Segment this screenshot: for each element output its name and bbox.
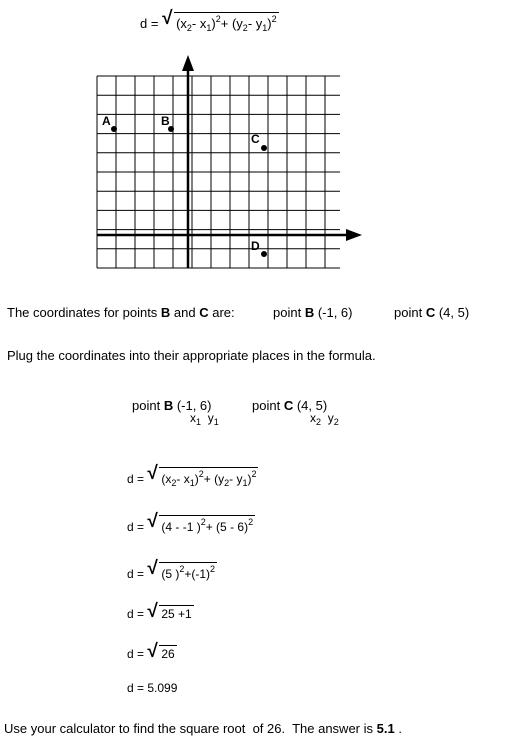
f-part: ) xyxy=(267,16,272,31)
step-5-radicand: 26 xyxy=(161,647,175,661)
f-sup: 2 xyxy=(271,14,277,24)
answer-sentence xyxy=(4,721,402,736)
step-3-formula xyxy=(127,558,217,581)
step-lhs: d = xyxy=(127,520,145,534)
text-bold: B xyxy=(304,305,315,320)
point-c-label: C xyxy=(251,132,260,146)
coordinates-point-c xyxy=(394,305,469,320)
point-d xyxy=(251,239,267,257)
f-part: - y xyxy=(247,16,263,31)
radical-icon: √ xyxy=(162,8,173,29)
f-part: ) xyxy=(247,472,252,486)
text: (4, 5) xyxy=(293,398,328,413)
step-lhs: d = xyxy=(127,567,145,581)
f-part: (x xyxy=(176,16,187,31)
point-a-label: A xyxy=(102,114,111,128)
step-2-radical xyxy=(147,511,255,534)
text: The coordinates for points xyxy=(7,305,161,320)
text: . xyxy=(394,721,402,736)
f-sub: 2 xyxy=(171,478,177,488)
step-1-radicand xyxy=(159,467,258,488)
text: y xyxy=(207,411,214,425)
f-part: - x xyxy=(176,472,190,486)
text-sup: 2 xyxy=(200,517,206,527)
step-3-radicand xyxy=(159,562,217,581)
text-sub: 2 xyxy=(333,417,339,427)
f-sup: 2 xyxy=(198,469,204,479)
radical-icon: √ xyxy=(147,558,158,579)
f-part: ) xyxy=(194,472,199,486)
f-sub: 1 xyxy=(189,478,195,488)
point-b-label: B xyxy=(161,114,170,128)
text-bold: C xyxy=(425,305,436,320)
point-d-label: D xyxy=(251,239,260,253)
step-lhs: d = xyxy=(127,607,145,621)
f-sup: 2 xyxy=(251,469,257,479)
step-1-formula xyxy=(127,463,258,488)
text-bold: B xyxy=(160,305,171,320)
text: point xyxy=(252,398,284,413)
text: point xyxy=(273,305,305,320)
f-sub: 2 xyxy=(186,23,192,33)
text-bold: C xyxy=(283,398,294,413)
formula-radical xyxy=(162,8,279,33)
answer-value: 5.1 xyxy=(376,721,395,736)
radical-icon: √ xyxy=(147,511,158,532)
text: point xyxy=(132,398,164,413)
point-b-variable-labels xyxy=(190,411,219,427)
f-sub: 1 xyxy=(262,23,268,33)
step-4-formula xyxy=(127,601,194,622)
point-a xyxy=(102,114,117,132)
text: x xyxy=(310,411,316,425)
text: y xyxy=(327,411,334,425)
step-4-radical xyxy=(147,601,193,622)
step-2-formula xyxy=(127,511,255,534)
step-1-radical xyxy=(147,463,258,488)
text: (-1, 6) xyxy=(314,305,353,320)
text-bold: B xyxy=(163,398,174,413)
text: + (5 - 6) xyxy=(205,520,249,534)
text: point xyxy=(394,305,426,320)
f-part: + (y xyxy=(220,16,243,31)
x-axis-arrow-icon xyxy=(346,229,362,241)
plug-sentence: Plug the coordinates into their appropriate places in the formula. xyxy=(7,348,376,363)
f-part: - x xyxy=(191,16,207,31)
f-sub: 1 xyxy=(242,478,248,488)
text: are: xyxy=(208,305,235,320)
text: (-1, 6) xyxy=(173,398,212,413)
f-part: + (y xyxy=(203,472,225,486)
step-6-result: d = 5.099 xyxy=(127,681,178,695)
text: (4 - -1 ) xyxy=(161,520,201,534)
point-b xyxy=(161,114,174,132)
text-bold: C xyxy=(199,305,209,320)
formula-radicand xyxy=(174,12,279,33)
text-sup: 2 xyxy=(179,564,185,574)
f-sub: 2 xyxy=(224,478,230,488)
radical-icon: √ xyxy=(147,641,158,662)
f-sub: 1 xyxy=(206,23,212,33)
y-axis-arrow-icon xyxy=(182,55,194,71)
f-sup: 2 xyxy=(215,14,221,24)
text: Use your calculator to find the square root of 26. The answer is xyxy=(4,721,377,736)
coordinates-point-b xyxy=(273,305,353,320)
text-sub: 2 xyxy=(316,417,322,427)
coordinate-grid xyxy=(90,50,370,275)
radical-icon: √ xyxy=(147,601,158,622)
radical-icon: √ xyxy=(147,463,158,484)
text: x xyxy=(190,411,196,425)
f-sub: 2 xyxy=(242,23,248,33)
text-sub: 1 xyxy=(213,417,219,427)
text: (5 ) xyxy=(161,567,180,581)
step-3-radical xyxy=(147,558,217,581)
text: +(-1) xyxy=(184,567,211,581)
step-2-radicand xyxy=(159,515,255,534)
step-5-formula xyxy=(127,641,177,662)
text-sub: 1 xyxy=(196,417,202,427)
f-part: - y xyxy=(229,472,243,486)
text: and xyxy=(170,305,200,320)
point-c-variable-labels xyxy=(310,411,339,427)
step-lhs: d = xyxy=(127,647,145,661)
f-part: ) xyxy=(211,16,216,31)
formula-lhs: d = xyxy=(140,16,159,31)
text: (4, 5) xyxy=(435,305,470,320)
point-c xyxy=(251,132,267,151)
top-distance-formula xyxy=(140,8,279,33)
coordinates-sentence xyxy=(7,305,235,320)
f-part: (x xyxy=(161,472,172,486)
step-lhs: d = xyxy=(127,472,145,486)
grid-lines xyxy=(97,76,340,268)
text-sup: 2 xyxy=(210,564,216,574)
step-4-radicand: 25 +1 xyxy=(161,607,192,621)
text-sup: 2 xyxy=(248,517,254,527)
step-5-radical xyxy=(147,641,176,662)
